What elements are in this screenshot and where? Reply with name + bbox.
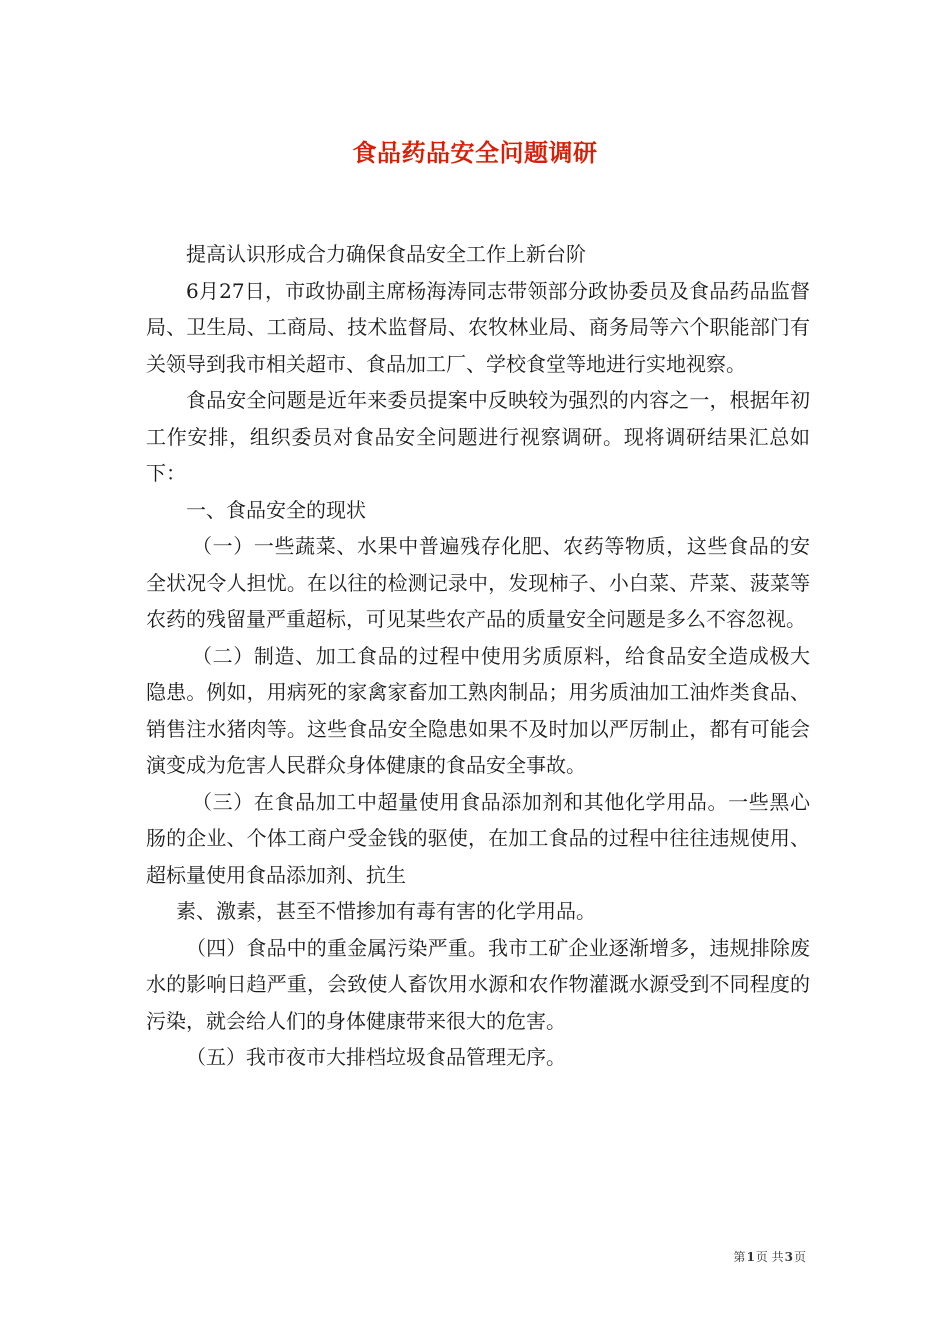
current-page-number: 1 bbox=[746, 1250, 755, 1264]
document-body bbox=[146, 236, 810, 1076]
total-page-number: 3 bbox=[784, 1250, 793, 1264]
item-5-paragraph: （五）我市夜市大排档垃圾食品管理无序。 bbox=[186, 1045, 566, 1069]
item-4-paragraph: （四）食品中的重金属污染严重。我市工矿企业逐渐增多，违规排除废水的影响日趋严重，会致使人畜饮用水源和农作物灌溉水源受到不同程度的污染，就会给人们的身体健康带来很大的危害。 bbox=[146, 935, 810, 1033]
footer-middle: 页 共 bbox=[755, 1250, 784, 1264]
page-title: 食品药品安全问题调研 bbox=[352, 138, 598, 167]
footer-suffix: 页 bbox=[793, 1250, 806, 1264]
section-heading: 一、食品安全的现状 bbox=[186, 497, 366, 522]
intro-paragraph: 6月27日，市政协副主席杨海涛同志带领部分政协委员及食品药品监督局、卫生局、工商局、技术监督局、农牧林业局、商务局等六个职能部门有关领导到我市相关超市、食品加工厂、学校食堂等地进行实地视察。 bbox=[146, 278, 810, 376]
item-2-paragraph: （二）制造、加工食品的过程中使用劣质原料，给食品安全造成极大隐患。例如，用病死的家禽家畜加工熟肉制品；用劣质油加工油炸类食品、销售注水猪肉等。这些食品安全隐患如果不及时加以严厉制止，都有可能会演变成为危害人民群众身体健康的食品安全事故。 bbox=[146, 643, 810, 777]
subtitle-paragraph: 提高认识形成合力确保食品安全工作上新台阶 bbox=[186, 242, 586, 266]
page-number-footer bbox=[733, 1248, 806, 1265]
item-3-paragraph: （三）在食品加工中超量使用食品添加剂和其他化学用品。一些黑心肠的企业、个体工商户受金钱的驱使，在加工食品的过程中往往违规使用、超标量使用食品添加剂、抗生 bbox=[146, 789, 810, 887]
item-3-continuation: 素、激素，甚至不惜掺加有毒有害的化学用品。 bbox=[176, 899, 596, 923]
background-paragraph: 食品安全问题是近年来委员提案中反映较为强烈的内容之一，根据年初工作安排，组织委员对食品安全问题进行视察调研。现将调研结果汇总如下： bbox=[146, 388, 810, 485]
item-1-paragraph: （一）一些蔬菜、水果中普遍残存化肥、农药等物质，这些食品的安全状况令人担忧。在以往的检测记录中，发现柿子、小白菜、芹菜、菠菜等农药的残留量严重超标，可见某些农产品的质量安全问题是多么不容忽视。 bbox=[146, 534, 810, 631]
footer-prefix: 第 bbox=[733, 1250, 746, 1264]
